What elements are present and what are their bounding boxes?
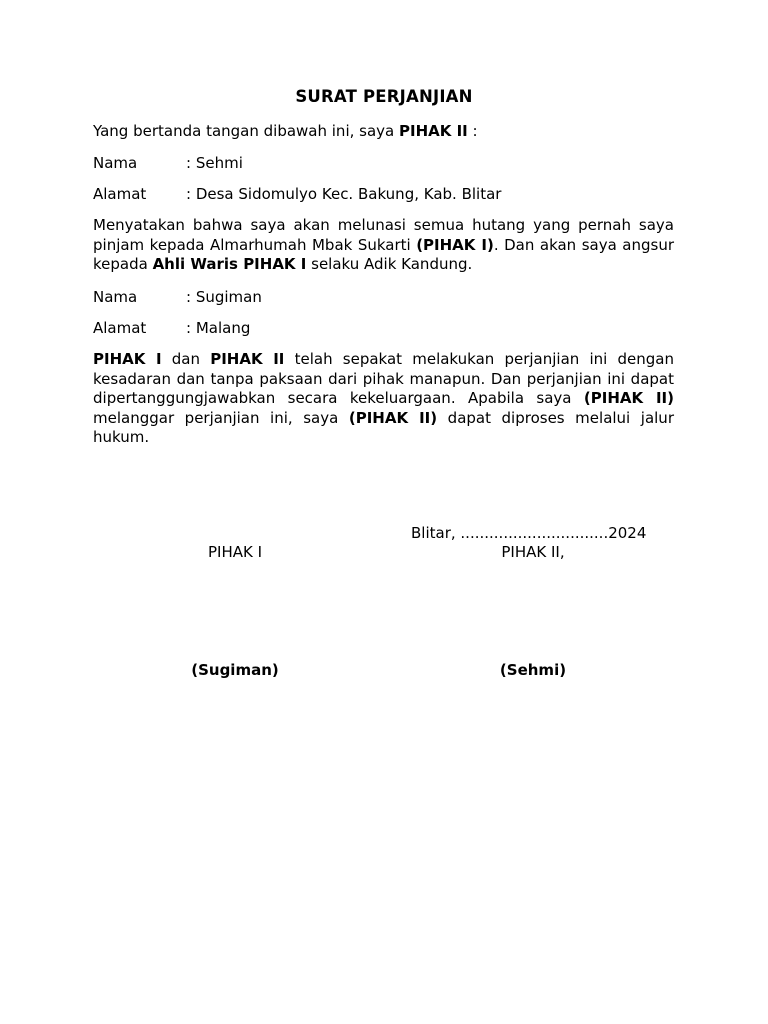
signature-name-right: (Sehmi) (499, 661, 567, 679)
statement-text: Menyatakan bahwa saya akan melunasi semua hutang yang pernah saya pinjam kepada Almarhumah Mbak Sukarti (93, 216, 674, 254)
statement-text: . Dan akan saya angsur kepada (93, 235, 674, 273)
agreement-bold: (PIHAK II) (583, 389, 674, 407)
intro-suffix: : (467, 122, 478, 140)
agreement-bold: PIHAK I (93, 350, 162, 368)
agreement-text: dan (161, 350, 211, 368)
agreement-text: telah sepakat melakukan perjanjian ini dengan kesadaran dan tanpa paksaan dari pihak manapun. Dan perjanjian ini dapat dipertanggungjawabkan secara kekeluargaan. Apabila saya (93, 350, 675, 407)
field-value: : Malang (186, 319, 251, 337)
signature-head-right: PIHAK II, (501, 543, 565, 561)
statement-bold: Ahli Waris PIHAK I (152, 255, 307, 273)
statement-bold: (PIHAK I) (416, 235, 494, 254)
pihak-i-alamat-row (93, 318, 250, 338)
agreement-text: melanggar perjanjian ini, saya (93, 408, 349, 427)
pihak-ii-nama-row (93, 153, 243, 173)
field-value: : Desa Sidomulyo Kec. Bakung, Kab. Blitar (186, 185, 502, 203)
pihak-i-nama-row (93, 287, 262, 307)
intro-bold: PIHAK II (399, 122, 468, 140)
field-label: Nama (93, 288, 138, 306)
signature-name-left: (Sugiman) (191, 661, 279, 679)
document-title: SURAT PERJANJIAN (295, 87, 473, 106)
intro-line (93, 121, 478, 141)
agreement-bold: PIHAK II (210, 350, 285, 368)
statement-paragraph (93, 216, 674, 275)
place-date: Blitar, ...............................2024 (411, 524, 647, 542)
statement-text: selaku Adik Kandung. (306, 255, 473, 273)
signature-head-left: PIHAK I (207, 543, 263, 561)
pihak-ii-alamat-row (93, 184, 501, 204)
agreement-bold: (PIHAK II) (348, 408, 438, 427)
agreement-text: dapat diproses melalui jalur hukum. (93, 408, 674, 446)
field-label: Alamat (93, 185, 147, 203)
agreement-paragraph (93, 350, 674, 448)
field-value: : Sugiman (186, 288, 262, 306)
intro-text: Yang bertanda tangan dibawah ini, saya (93, 122, 399, 140)
field-value: : Sehmi (186, 154, 243, 172)
field-label: Alamat (93, 319, 147, 337)
field-label: Nama (93, 154, 138, 172)
